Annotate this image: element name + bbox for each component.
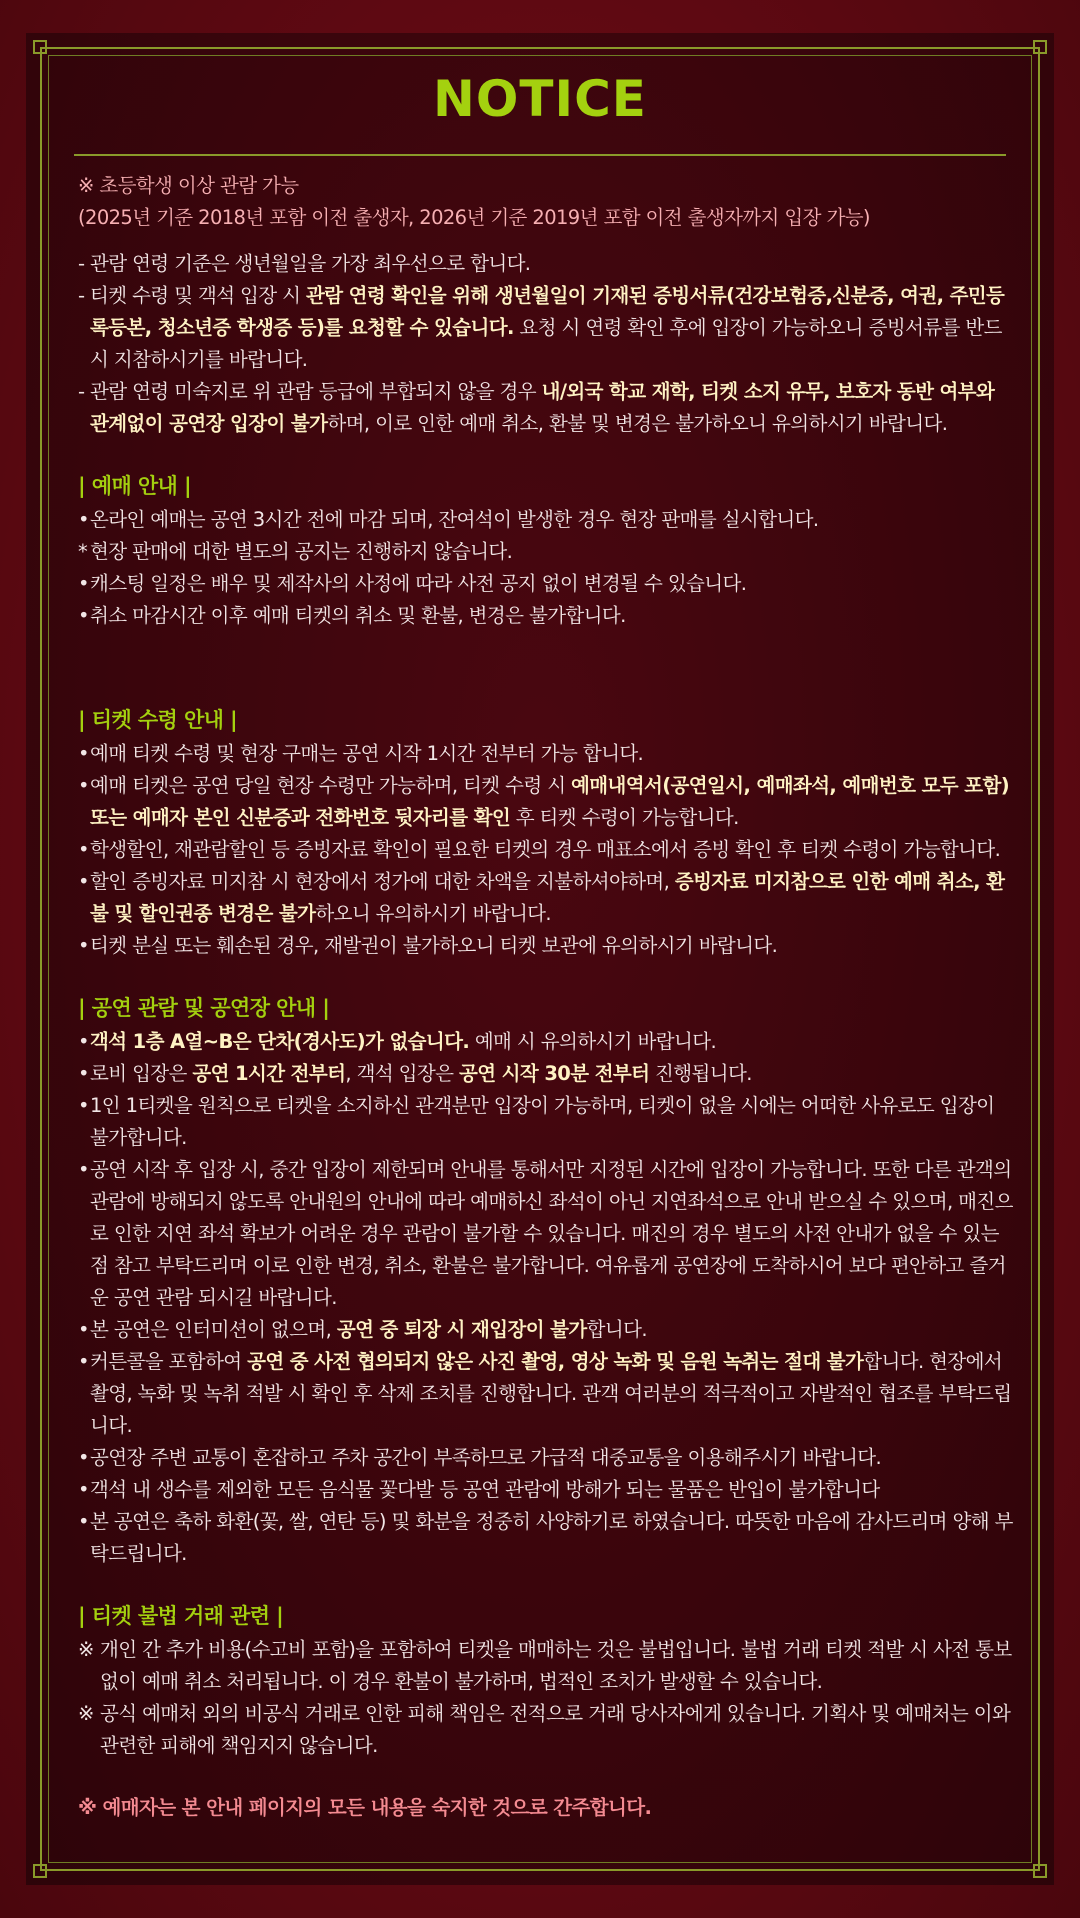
list-item (78, 568, 1018, 600)
body-text: 할인 증빙자료 미지참 시 현장에서 정가에 대한 차액을 지불하셔야하며, (90, 870, 675, 893)
bullet-mark: - (78, 284, 85, 307)
list-item (78, 376, 1018, 440)
body-text: 공연 시작 후 입장 시, 중간 입장이 제한되며 안내를 통해서만 지정된 시간에 입장이 가능합니다. 또한 다른 관객의 관람에 방해되지 않도록 안내원의 안내에 따라 예매하신 좌석이 아닌 지연좌석으로 안내 받으실 수 있으며, 매진으로 인한 지연 좌석 확보가 어려운 경우 관람이 불가할 수 있습니다. 매진의 경우 별도의 사전 안내가 없을 수 있는 점 참고 부탁드리며 이로 인한 변경, 취소, 환불은 불가합니다. 여유롭게 공연장에 도착하시어 보다 편안하고 즐거운 공연 관람 되시길 바랍니다. (90, 1158, 1013, 1309)
list-item (78, 1154, 1018, 1314)
emphasis-text: 공연 중 사전 협의되지 않은 사진 촬영, 영상 녹화 및 음원 녹취는 절대 불가 (247, 1350, 864, 1373)
list-item (78, 738, 1018, 770)
body-text: 본 공연은 축하 화환(꽃, 쌀, 연탄 등) 및 화분을 정중히 사양하기로 하였습니다. 따뜻한 마음에 감사드리며 양해 부탁드립니다. (90, 1510, 1013, 1565)
list-item (78, 1634, 1018, 1698)
list-item (78, 1058, 1018, 1090)
body-text: 본 공연은 인터미션이 없으며, (90, 1318, 337, 1341)
bullet-mark: • (78, 1446, 89, 1469)
bullet-mark: - (78, 380, 85, 403)
body-text: 예매 티켓은 공연 당일 현장 수령만 가능하며, 티켓 수령 시 (90, 774, 572, 797)
age-rules-list (78, 248, 1018, 440)
body-text: 합니다. (586, 1318, 647, 1341)
notice-content (78, 170, 1018, 1824)
list-item (78, 866, 1018, 930)
list-item (78, 1698, 1018, 1762)
list-item (78, 504, 1018, 536)
body-text: 진행됩니다. (649, 1062, 752, 1085)
age-requirement-detail: (2025년 기준 2018년 포함 이전 출생자, 2026년 기준 2019년 포함 이전 출생자까지 입장 가능) (78, 206, 870, 229)
body-text: 개인 간 추가 비용(수고비 포함)을 포함하여 티켓을 매매하는 것은 불법입니다. 불법 거래 티켓 적발 시 사전 통보없이 예매 취소 처리됩니다. 이 경우 환불이 불가하며, 법적인 조치가 발생할 수 있습니다. (100, 1638, 1012, 1693)
body-text: 객석 내 생수를 제외한 모든 음식물 꽃다발 등 공연 관람에 방해가 되는 물품은 반입이 불가합니다 (90, 1478, 880, 1501)
body-text: 예매 시 유의하시기 바랍니다. (469, 1030, 717, 1053)
bullet-mark: • (78, 1510, 89, 1533)
emphasis-text: 내/외국 학교 재학, 티켓 소지 유무, 보호자 동반 여부와 관계없이 공연장 입장이 불가 (90, 380, 995, 435)
list-item (78, 248, 1018, 280)
body-text: 취소 마감시간 이후 예매 티켓의 취소 및 환불, 변경은 불가합니다. (90, 604, 626, 627)
list-item (78, 280, 1018, 376)
corner-ornament (33, 1864, 47, 1878)
bullet-mark: - (78, 252, 85, 275)
body-text: 현장 판매에 대한 별도의 공지는 진행하지 않습니다. (90, 540, 513, 563)
body-text: 학생할인, 재관람할인 등 증빙자료 확인이 필요한 티켓의 경우 매표소에서 증빙 확인 후 티켓 수령이 가능합니다. (90, 838, 1001, 861)
bullet-mark: • (78, 934, 89, 957)
body-text: 하오니 유의하시기 바랍니다. (315, 902, 552, 925)
emphasis-text: 관람 연령 확인을 위해 생년월일이 기재된 증빙서류(건강보험증,신분증, 여권, 주민등록등본, 청소년증 학생증 등)를 요청할 수 있습니다. (90, 284, 1005, 339)
body-text: 1인 1티켓을 원칙으로 티켓을 소지하신 관객분만 입장이 가능하며, 티켓이 없을 시에는 어떠한 사유로도 입장이 불가합니다. (90, 1094, 995, 1149)
bullet-mark: • (78, 1478, 89, 1501)
list-item (78, 1090, 1018, 1154)
body-text: 공연장 주변 교통이 혼잡하고 주차 공간이 부족하므로 가급적 대중교통을 이용해주시기 바랍니다. (90, 1446, 882, 1469)
body-text: 캐스팅 일정은 배우 및 제작사의 사정에 따라 사전 공지 없이 변경될 수 있습니다. (90, 572, 747, 595)
body-text: 후 티켓 수령이 가능합니다. (510, 806, 739, 829)
corner-ornament (1033, 40, 1047, 54)
booking-list (78, 504, 1018, 632)
body-text: 관람 연령 기준은 생년월일을 가장 최우선으로 합니다. (90, 252, 531, 275)
bullet-mark: • (78, 1030, 89, 1053)
list-item (78, 1506, 1018, 1570)
emphasis-text: 객석 1층 A열~B은 단차(경사도)가 없습니다. (90, 1030, 470, 1053)
corner-ornament (1033, 1864, 1047, 1878)
booking-heading: | 예매 안내 | (78, 474, 192, 498)
bullet-mark: • (78, 604, 89, 627)
bullet-mark: • (78, 1094, 89, 1117)
list-item (78, 1442, 1018, 1474)
emphasis-text: 공연 중 퇴장 시 재입장이 불가 (336, 1318, 587, 1341)
bullet-mark: • (78, 572, 89, 595)
ticket-heading: | 티켓 수령 안내 | (78, 708, 238, 732)
bullet-mark: • (78, 1318, 89, 1341)
bullet-mark: • (78, 838, 89, 861)
list-item (78, 834, 1018, 866)
body-text: 관람 연령 미숙지로 위 관람 등급에 부합되지 않을 경우 (90, 380, 542, 403)
body-text: 하며, 이로 인한 예매 취소, 환불 및 변경은 불가하오니 유의하시기 바랍니다. (327, 412, 948, 435)
bullet-mark: • (78, 870, 89, 893)
bullet-mark: ※ (78, 1638, 94, 1661)
bullet-mark: • (78, 1062, 89, 1085)
body-text: 로비 입장은 (90, 1062, 193, 1085)
title-divider (74, 154, 1006, 156)
list-item (78, 600, 1018, 632)
final-notice: ※ 예매자는 본 안내 페이지의 모든 내용을 숙지한 것으로 간주합니다. (78, 1796, 652, 1819)
emphasis-text: 증빙자료 미지참으로 인한 예매 취소, 환불 및 할인권종 변경은 불가 (90, 870, 1005, 925)
body-text: 예매 티켓 수령 및 현장 구매는 공연 시작 1시간 전부터 가능 합니다. (90, 742, 644, 765)
venue-list (78, 1026, 1018, 1570)
body-text: 티켓 수령 및 객석 입장 시 (90, 284, 306, 307)
bullet-mark: ※ (78, 1702, 94, 1725)
body-text: 티켓 분실 또는 훼손된 경우, 재발권이 불가하오니 티켓 보관에 유의하시기 바랍니다. (90, 934, 778, 957)
notice-title: NOTICE (433, 70, 647, 128)
emphasis-text: 공연 시작 30분 전부터 (459, 1062, 650, 1085)
venue-heading: | 공연 관람 및 공연장 안내 | (78, 996, 330, 1020)
body-text: 요청 시 연령 확인 후에 입장이 가능하오니 증빙서류를 반드시 지참하시기를 바랍니다. (90, 316, 1002, 371)
age-requirement-line: ※ 초등학생 이상 관람 가능 (78, 174, 299, 197)
body-text: 합니다. 현장에서 촬영, 녹화 및 녹취 적발 시 확인 후 삭제 조치를 진행합니다. 관객 여러분의 적극적이고 자발적인 협조를 부탁드립니다. (90, 1350, 1012, 1437)
body-text: 온라인 예매는 공연 3시간 전에 마감 되며, 잔여석이 발생한 경우 현장 판매를 실시합니다. (90, 508, 819, 531)
list-item (78, 930, 1018, 962)
list-item (78, 536, 1018, 568)
ticket-list (78, 738, 1018, 962)
emphasis-text: 공연 1시간 전부터 (192, 1062, 346, 1085)
list-item (78, 1314, 1018, 1346)
body-text: 공식 예매처 외의 비공식 거래로 인한 피해 책임은 전적으로 거래 당사자에게 있습니다. 기획사 및 예매처는 이와 관련한 피해에 책임지지 않습니다. (100, 1702, 1011, 1757)
bullet-mark: • (78, 742, 89, 765)
illegal-trade-heading: | 티켓 불법 거래 관련 | (78, 1604, 284, 1628)
bullet-mark: • (78, 508, 89, 531)
bullet-mark: • (78, 774, 89, 797)
list-item (78, 770, 1018, 834)
body-text: , 객석 입장은 (345, 1062, 459, 1085)
corner-ornament (33, 40, 47, 54)
illegal-trade-list (78, 1634, 1018, 1762)
bullet-mark: • (78, 1158, 89, 1181)
list-item (78, 1346, 1018, 1442)
list-item (78, 1026, 1018, 1058)
emphasis-text: 예매내역서(공연일시, 예매좌석, 예매번호 모두 포함) 또는 예매자 본인 신분증과 전화번호 뒷자리를 확인 (90, 774, 1010, 829)
list-item (78, 1474, 1018, 1506)
bullet-mark: * (78, 540, 88, 563)
body-text: 커튼콜을 포함하여 (90, 1350, 248, 1373)
age-requirement (78, 170, 1018, 234)
bullet-mark: • (78, 1350, 89, 1373)
